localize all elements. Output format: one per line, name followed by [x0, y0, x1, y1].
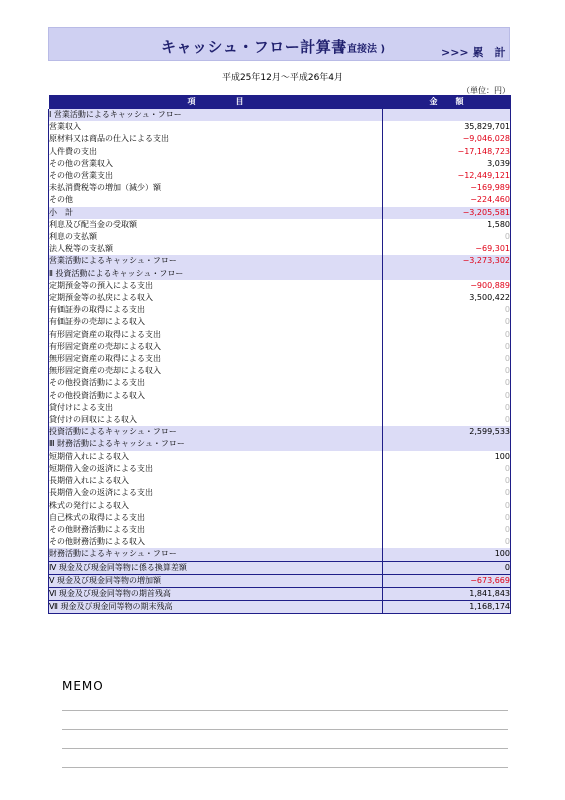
row-label: Ⅴ 現金及び現金同等物の増加額	[49, 574, 383, 587]
row-label: Ⅵ 現金及び現金同等物の期首残高	[49, 587, 383, 600]
table-row	[49, 194, 511, 206]
table-row	[49, 512, 511, 524]
column-header-item: 項目	[49, 95, 383, 109]
table-row	[49, 341, 511, 353]
row-amount	[383, 109, 511, 121]
row-amount	[383, 438, 511, 450]
row-label: 利息の支払額	[49, 231, 383, 243]
memo-line	[62, 729, 508, 730]
row-amount: 3,500,422	[383, 292, 511, 304]
row-amount: 0	[383, 402, 511, 414]
row-label: その他財務活動による支出	[49, 524, 383, 536]
table-row	[49, 438, 511, 450]
row-label: 人件費の支出	[49, 146, 383, 158]
table-row	[49, 121, 511, 133]
row-label: 未払消費税等の増加（減少）額	[49, 182, 383, 194]
table-row	[49, 487, 511, 499]
table-row	[49, 109, 511, 121]
memo-line	[62, 767, 508, 768]
row-label: 貸付けによる支出	[49, 402, 383, 414]
row-label: 無形固定資産の売却による収入	[49, 365, 383, 377]
row-label: 原材料又は商品の仕入による支出	[49, 133, 383, 145]
row-amount: 0	[383, 524, 511, 536]
page-title: キャッシュ・フロー計算書	[161, 38, 347, 56]
table-row	[49, 574, 511, 587]
row-amount: 0	[383, 414, 511, 426]
row-label: 有価証券の売却による収入	[49, 316, 383, 328]
table-row	[49, 587, 511, 600]
table-row	[49, 377, 511, 389]
row-amount: 0	[383, 500, 511, 512]
row-label: 長期借入金の返済による支出	[49, 487, 383, 499]
table-row	[49, 365, 511, 377]
row-label: その他投資活動による支出	[49, 377, 383, 389]
row-label: 長期借入れによる収入	[49, 475, 383, 487]
row-label: その他の営業収入	[49, 158, 383, 170]
row-amount: 100	[383, 548, 511, 561]
row-label: 財務活動によるキャッシュ・フロー	[49, 548, 383, 561]
memo-line	[62, 748, 508, 749]
table-row	[49, 207, 511, 219]
row-label: その他の営業支出	[49, 170, 383, 182]
row-amount: 0	[383, 329, 511, 341]
row-label: 貸付けの回収による収入	[49, 414, 383, 426]
row-label: 有価証券の取得による支出	[49, 304, 383, 316]
table-row	[49, 536, 511, 548]
row-label: 有形固定資産の売却による収入	[49, 341, 383, 353]
row-label: Ⅱ 投資活動によるキャッシュ・フロー	[49, 268, 383, 280]
table-row	[49, 292, 511, 304]
row-label: 定期預金等の預入による支出	[49, 280, 383, 292]
table-row	[49, 231, 511, 243]
row-label: 小 計	[49, 207, 383, 219]
table-row	[49, 561, 511, 574]
table-row	[49, 451, 511, 463]
row-amount: 0	[383, 365, 511, 377]
row-label: 投資活動によるキャッシュ・フロー	[49, 426, 383, 438]
row-amount: 0	[383, 512, 511, 524]
title-bar	[48, 27, 510, 61]
row-label: 無形固定資産の取得による支出	[49, 353, 383, 365]
row-label: 定期預金等の払戻による収入	[49, 292, 383, 304]
row-amount: 0	[383, 475, 511, 487]
cash-flow-rows	[49, 109, 511, 614]
row-label: Ⅲ 財務活動によるキャッシュ・フロー	[49, 438, 383, 450]
row-label: その他	[49, 194, 383, 206]
row-amount: 100	[383, 451, 511, 463]
row-amount: −12,449,121	[383, 170, 511, 182]
row-label: 営業活動によるキャッシュ・フロー	[49, 255, 383, 267]
method-label: ( 直接法 )	[339, 44, 386, 55]
table-row	[49, 133, 511, 145]
memo-line	[62, 710, 508, 711]
period-label: 平成25年12月～平成26年4月	[221, 73, 344, 83]
table-row	[49, 390, 511, 402]
table-row	[49, 426, 511, 438]
row-amount	[383, 268, 511, 280]
row-amount: 0	[383, 353, 511, 365]
row-label: Ⅳ 現金及び現金同等物に係る換算差額	[49, 561, 383, 574]
row-amount: −3,205,581	[383, 207, 511, 219]
row-amount: 1,841,843	[383, 587, 511, 600]
table-header-row	[49, 95, 511, 109]
row-label: その他財務活動による収入	[49, 536, 383, 548]
memo-title: MEMO	[62, 679, 104, 693]
table-row	[49, 500, 511, 512]
row-amount: −17,148,723	[383, 146, 511, 158]
row-amount: 2,599,533	[383, 426, 511, 438]
row-label: 株式の発行による収入	[49, 500, 383, 512]
table-row	[49, 280, 511, 292]
row-amount: −3,273,302	[383, 255, 511, 267]
row-amount: −169,989	[383, 182, 511, 194]
row-label: 短期借入金の返済による支出	[49, 463, 383, 475]
table-row	[49, 316, 511, 328]
column-header-amount: 金額	[383, 95, 511, 109]
row-amount: 0	[383, 304, 511, 316]
row-label: 自己株式の取得による支出	[49, 512, 383, 524]
table-row	[49, 243, 511, 255]
table-row	[49, 255, 511, 267]
table-row	[49, 182, 511, 194]
table-row	[49, 475, 511, 487]
row-label: Ⅰ 営業活動によるキャッシュ・フロー	[49, 109, 383, 121]
cash-flow-table	[48, 95, 511, 614]
table-row	[49, 158, 511, 170]
row-amount: −673,669	[383, 574, 511, 587]
row-amount: 0	[383, 390, 511, 402]
cumulative-mode-label: >>> 累 計	[441, 46, 506, 59]
row-amount: 0	[383, 231, 511, 243]
row-amount: 0	[383, 377, 511, 389]
table-row	[49, 170, 511, 182]
row-amount: −224,460	[383, 194, 511, 206]
row-amount: 0	[383, 463, 511, 475]
row-label: 短期借入れによる収入	[49, 451, 383, 463]
table-row	[49, 304, 511, 316]
table-row	[49, 548, 511, 561]
row-amount: 0	[383, 536, 511, 548]
row-amount: 3,039	[383, 158, 511, 170]
row-amount: 1,168,174	[383, 601, 511, 614]
row-amount: 1,580	[383, 219, 511, 231]
table-row	[49, 353, 511, 365]
table-row	[49, 414, 511, 426]
row-amount: −900,889	[383, 280, 511, 292]
table-row	[49, 268, 511, 280]
row-amount: 0	[383, 561, 511, 574]
table-row	[49, 402, 511, 414]
row-amount: 0	[383, 487, 511, 499]
row-amount: 0	[383, 341, 511, 353]
row-amount: −9,046,028	[383, 133, 511, 145]
table-row	[49, 219, 511, 231]
row-label: 営業収入	[49, 121, 383, 133]
row-amount: −69,301	[383, 243, 511, 255]
table-row	[49, 146, 511, 158]
table-row	[49, 463, 511, 475]
row-label: 有形固定資産の取得による支出	[49, 329, 383, 341]
table-row	[49, 524, 511, 536]
row-amount: 0	[383, 316, 511, 328]
table-row	[49, 601, 511, 614]
row-label: 法人税等の支払額	[49, 243, 383, 255]
unit-label: （単位：円）	[462, 86, 510, 95]
row-label: 利息及び配当金の受取額	[49, 219, 383, 231]
row-label: その他投資活動による収入	[49, 390, 383, 402]
row-label: Ⅶ 現金及び現金同等物の期末残高	[49, 601, 383, 614]
table-row	[49, 329, 511, 341]
row-amount: 35,829,701	[383, 121, 511, 133]
